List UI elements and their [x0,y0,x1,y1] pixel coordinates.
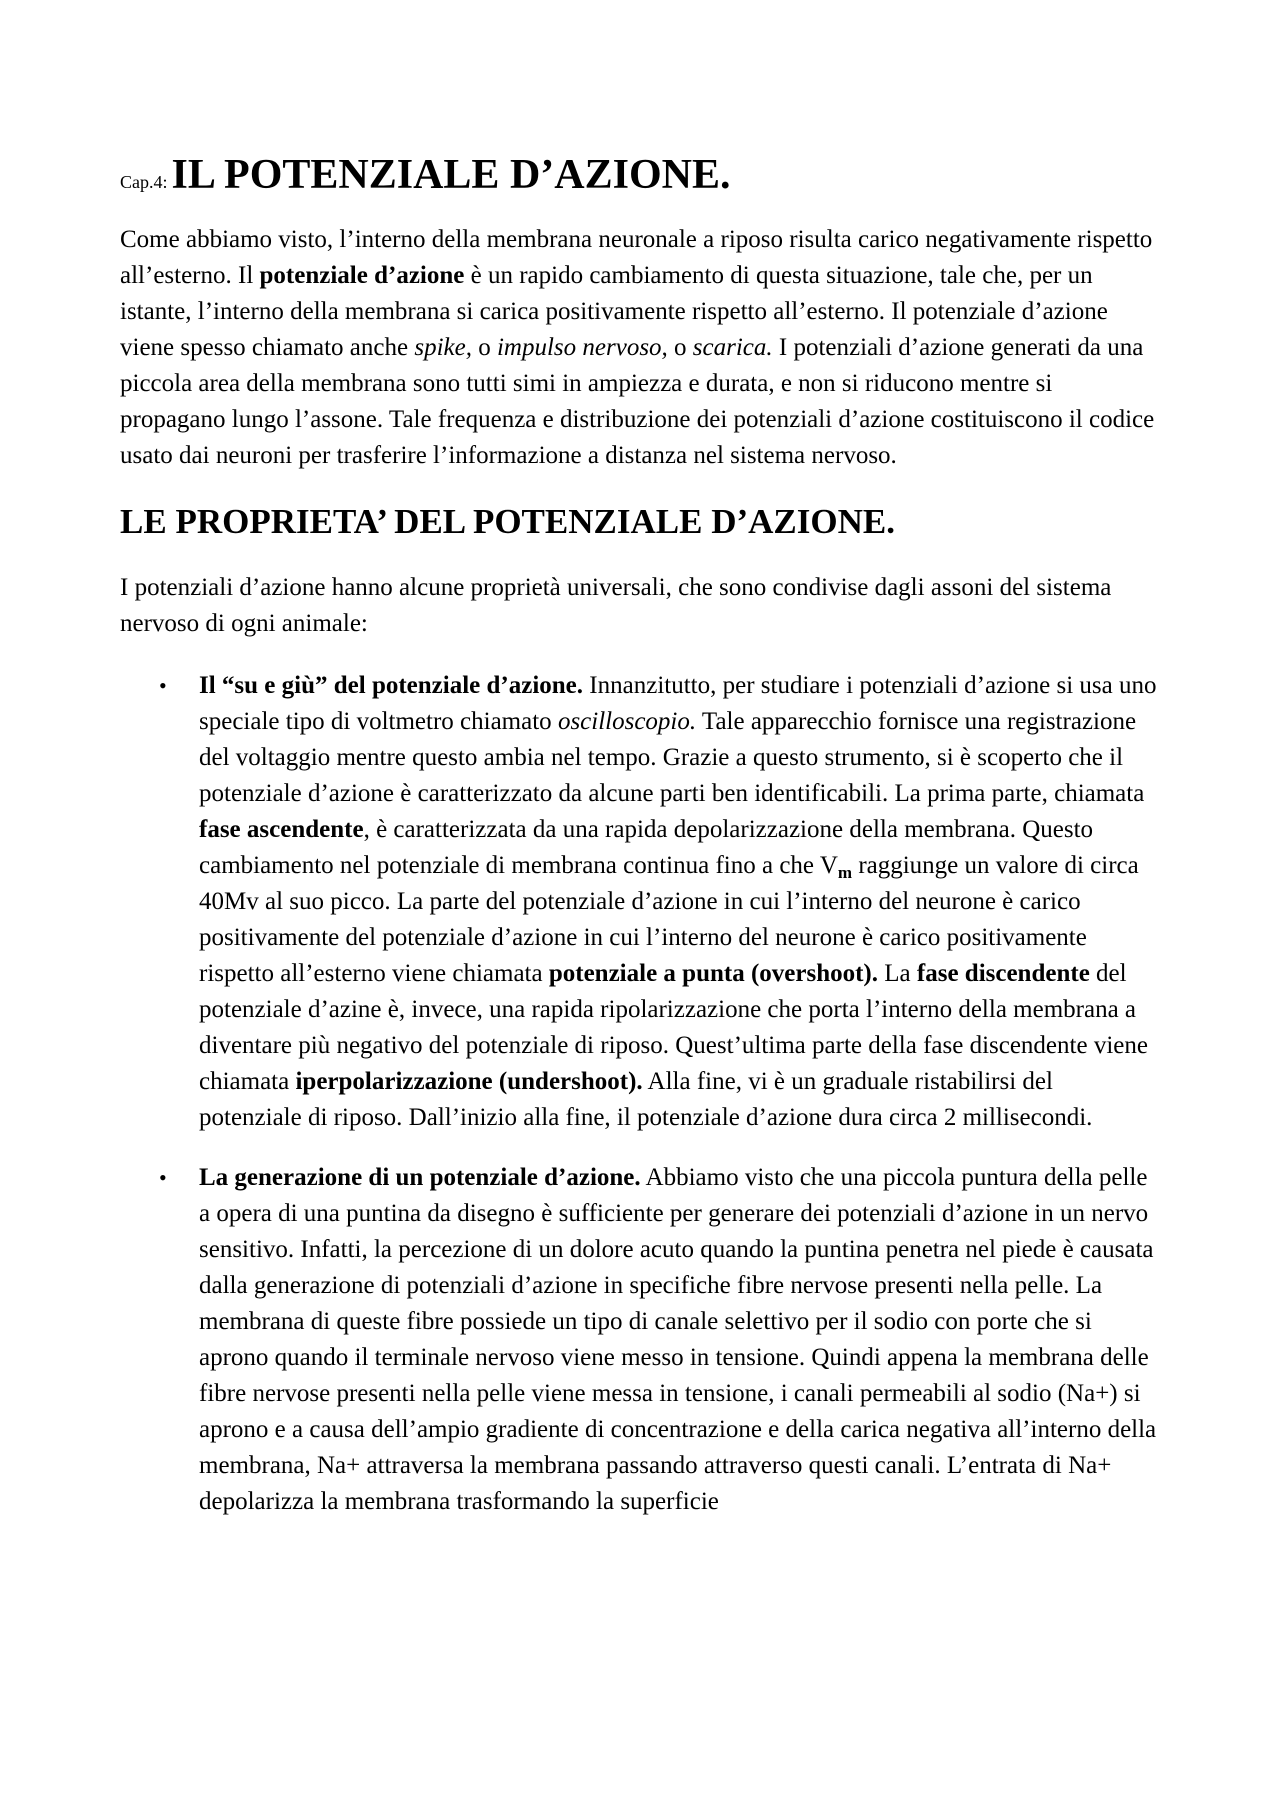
chapter-title [120,150,1160,200]
italic-term: scarica. [692,334,773,361]
section-lead-paragraph: I potenziali d’azione hanno alcune proprietà universali, che sono condivise dagli assoni del sistema nervoso di ogni animale: [120,574,1112,637]
bold-term: potenziale a punta (overshoot). [548,960,879,987]
text-run: è un rapido cambiamento di questa situazione, tale che, per un istante, l’interno della membrana si carica positivamente rispetto all’esterno. Il potenziale d’azione viene spesso chiamato anche [120,262,1108,361]
bold-term: fase discendente [916,960,1090,987]
text-run: Abbiamo visto che una piccola puntura della pelle a opera di una puntina da disegno è sufficiente per generare dei potenziali d’azione in un nervo sensitivo. Infatti, la percezione di un dolore acuto quando la puntina penetra nel piede è causata dalla generazione di potenziali d’azione in specifiche fibre nervose presenti nella pelle. La membrana di queste fibre possiede un tipo di canale selettivo per il sodio con porte che si aprono quando il terminale nervoso viene messo in tensione. Quindi appena la membrana delle fibre nervose presenti nella pelle viene messa in tensione, i canali permeabili al sodio (Na+) si aprono e a causa dell’ampio gradiente di concentrazione e della carica negativa all’interno della membrana, Na+ attraversa la membrana passando attraverso questi canali. L’entrata di Na+ depolarizza la membrana trasformando la superficie [199,1164,1157,1515]
text-run: , è caratterizzata da una rapida depolarizzazione della membrana. Questo cambiamento nel potenziale di membrana continua fino a che V [199,816,1094,879]
bullet-icon: • [159,1165,167,1190]
bold-term: potenziale d’azione [259,262,465,289]
text-run: Innanzitutto, per studiare i potenziali d’azione si usa uno speciale tipo di voltmetro chiamato [199,672,1157,735]
text-run: o [471,334,497,361]
text-run: Come abbiamo visto, l’interno della membrana neuronale a riposo risulta carico negativamente rispetto all’esterno. Il [120,226,1153,289]
text-run: La [878,960,917,987]
list-item-title: Il “su e giù” del potenziale d’azione. [199,672,584,699]
text-run: Alla fine, vi è un graduale ristabilirsi del potenziale di riposo. Dall’inizio alla fine, il potenziale d’azione dura circa 2 millisecondi. [199,1068,1093,1131]
text-run: raggiunge un valore di circa 40Mv al suo picco. La parte del potenziale d’azione in cui l’interno del neurone è carico positivamente del potenziale d’azione in cui l’interno del neurone è carico positivamente rispetto all’esterno viene chiamata [199,852,1139,987]
subscript: m [837,863,853,882]
bullet-icon: • [159,673,167,698]
bold-term: iperpolarizzazione (undershoot). [295,1068,643,1095]
italic-term: spike, [414,334,472,361]
list-item-title: La generazione di un potenziale d’azione. [199,1164,641,1191]
text-run: o [667,334,693,361]
list-item [159,1160,1160,1520]
intro-paragraph [120,222,1160,474]
bold-term: fase ascendente [199,816,364,843]
italic-term: oscilloscopio. [557,708,697,735]
section-heading: LE PROPRIETA’ DEL POTENZIALE D’AZIONE. [120,502,895,541]
text-run: del potenziale d’azine è, invece, una rapida ripolarizzazione che porta l’interno della membrana a diventare più negativo del potenziale di riposo. Quest’ultima parte della fase discendente viene chiamata [199,960,1148,1095]
list-item [159,668,1160,1136]
properties-list [120,668,1160,1520]
text-run: Tale apparecchio fornisce una registrazione del voltaggio mentre questo ambia nel tempo. Grazie a questo strumento, si è scoperto che il potenziale d’azione è caratterizzato da alcune parti ben identificabili. La prima parte, chiamata [199,708,1145,807]
chapter-label: Cap.4: [120,172,168,192]
page-title: IL POTENZIALE D’AZIONE. [171,152,731,198]
text-run: I potenziali d’azione generati da una piccola area della membrana sono tutti simi in ampiezza e durata, e non si riducono mentre si propagano lungo l’assone. Tale frequenza e distribuzione dei potenziali d’azione costituiscono il codice usato dai neuroni per trasferire l’informazione a distanza nel sistema nervoso. [120,334,1155,469]
italic-term: impulso nervoso, [496,334,668,361]
